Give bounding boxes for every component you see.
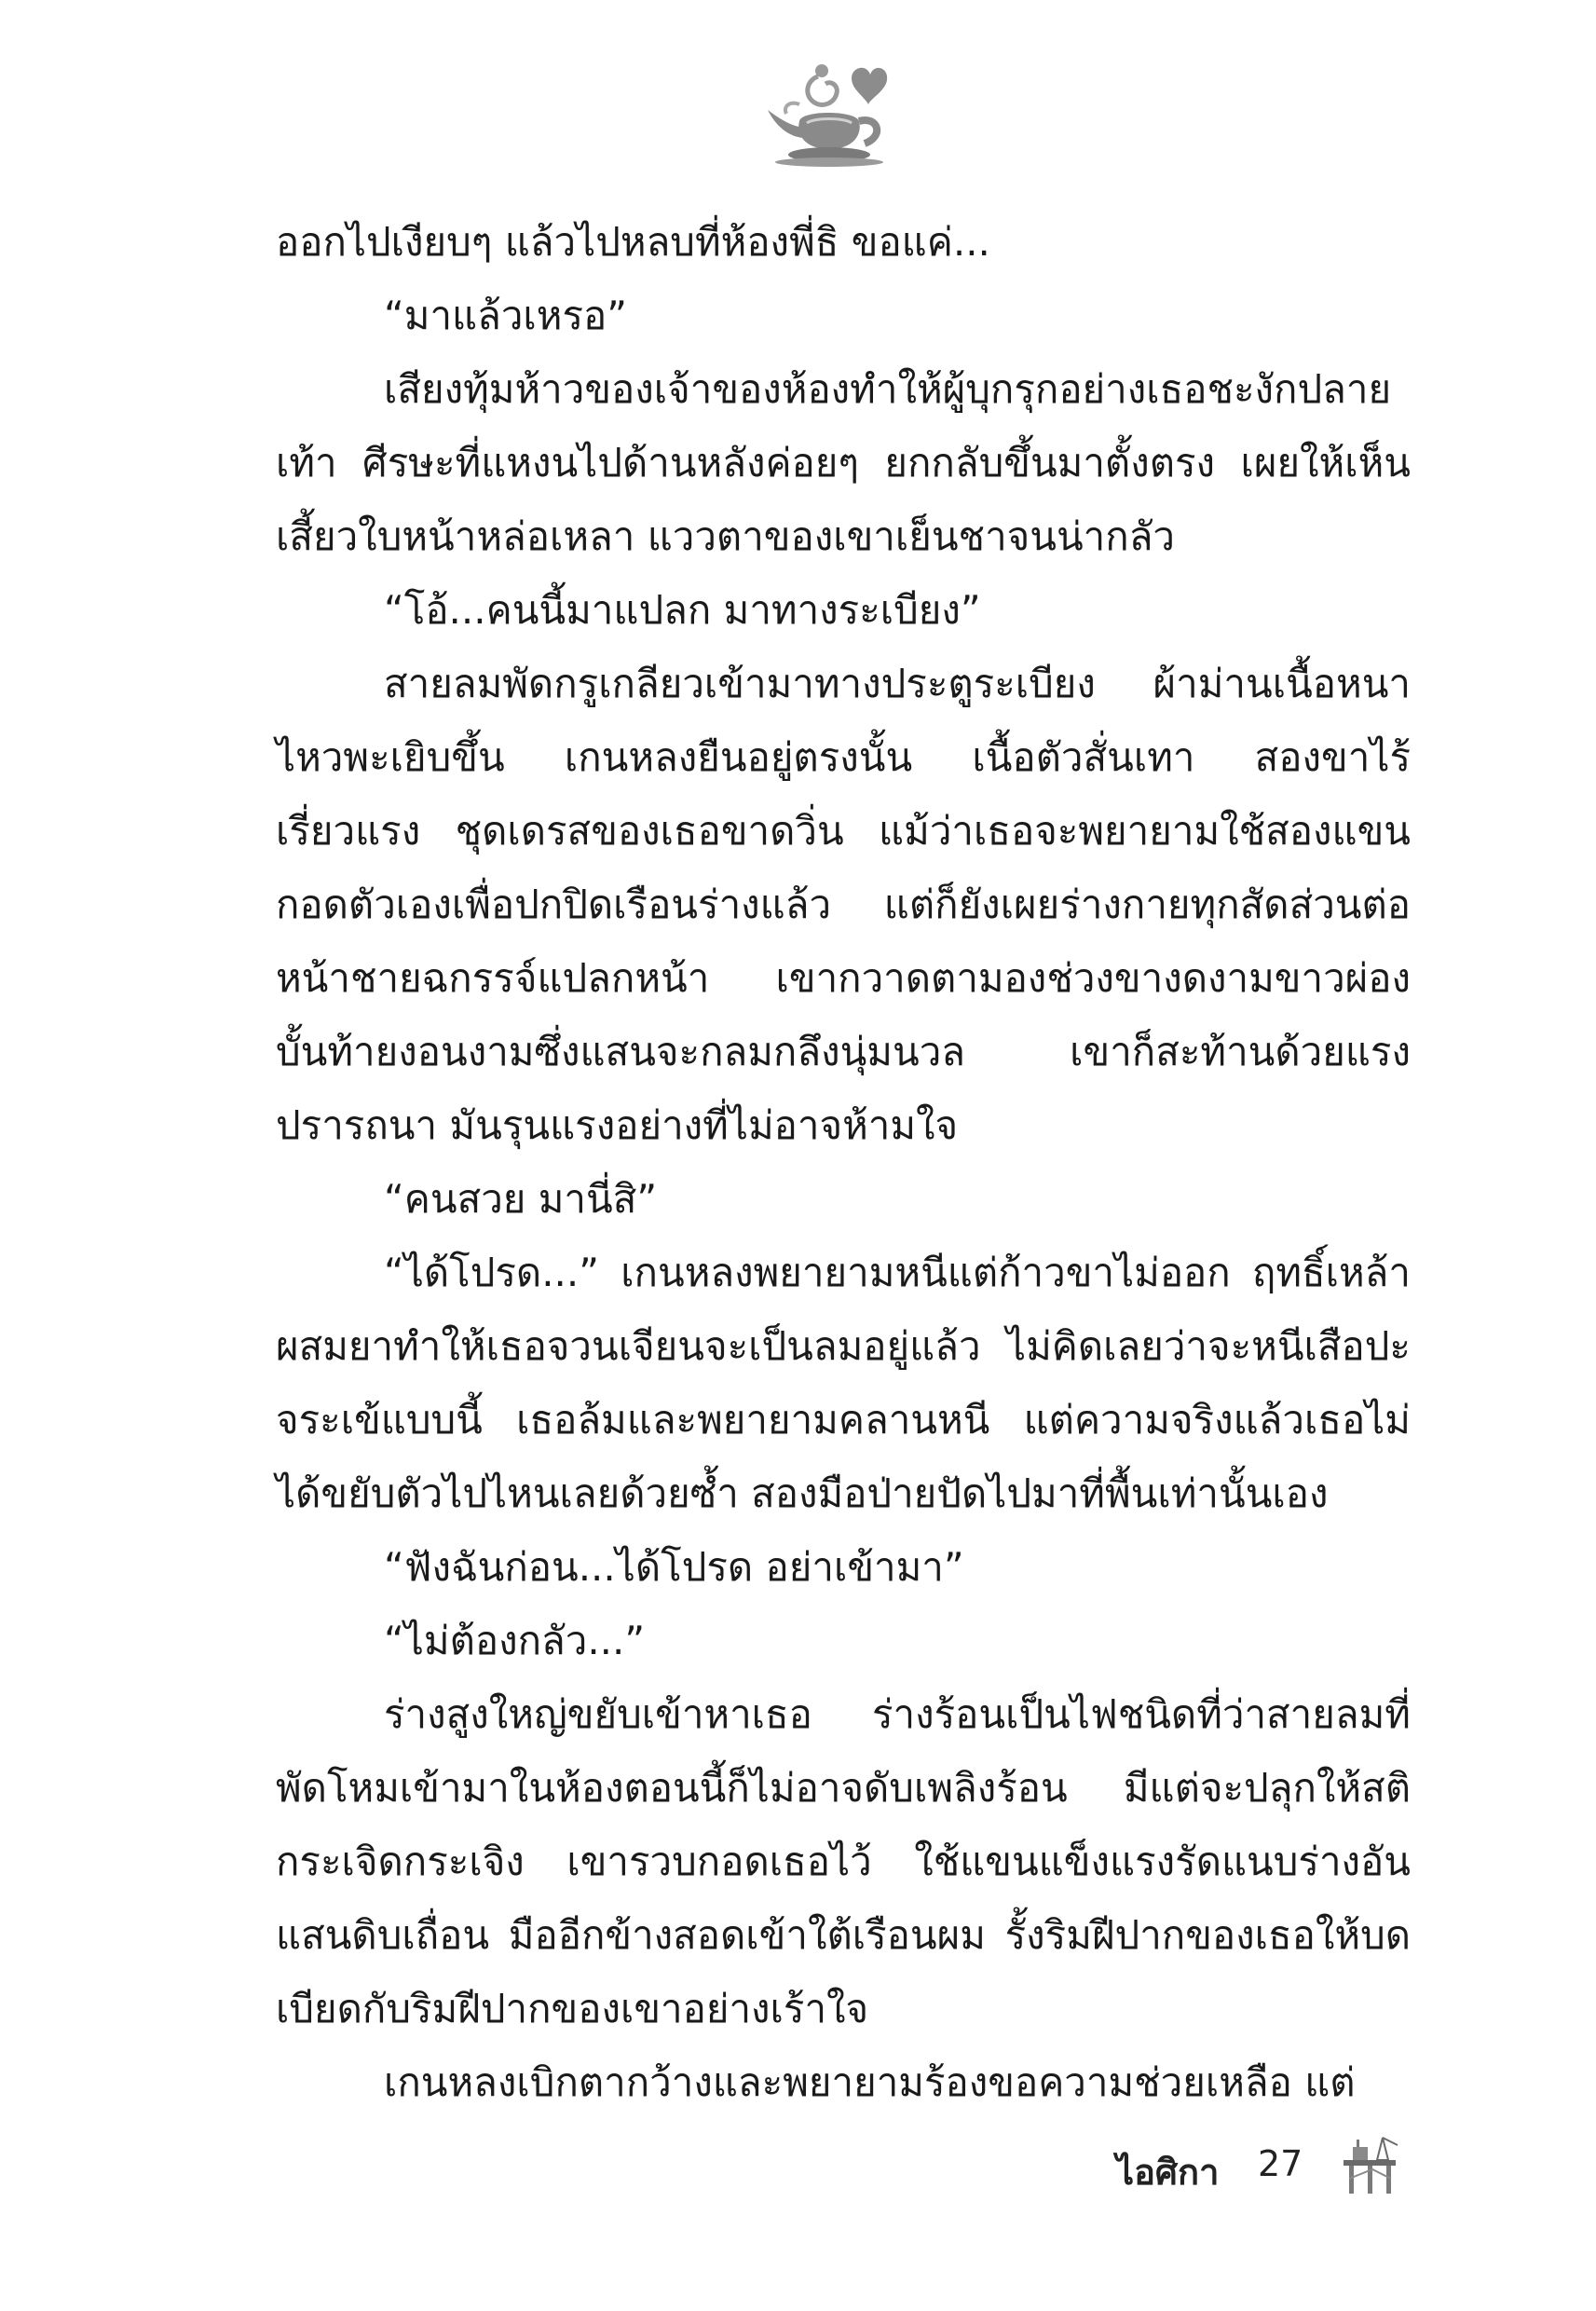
- oil-rig-icon: [1340, 2132, 1405, 2197]
- paragraph: “โอ้...คนนี้มาแปลก มาทางระเบียง”: [384, 587, 981, 633]
- body-text: [276, 205, 1411, 2119]
- paragraph: เกนหลงเบิกตากว้างและพยายามร้องขอความช่วยเหลือ แต่: [384, 2059, 1356, 2105]
- page-footer: [1099, 2132, 1435, 2207]
- page-number: 27: [1258, 2143, 1303, 2184]
- paragraph: ร่างสูงใหญ่ขยับเข้าหาเธอ ร่างร้อนเป็นไฟชนิดที่ว่าสายลมที่พัดโหมเข้ามาในห้องตอนนี้ก็ไม่อาจดับเพลิงร้อน มีแต่จะปลุกให้สติกระเจิดกระเจิง เขารวบกอดเธอไว้ ใช้แขนแข็งแรงรัดแนบร่างอันแสนดิบเถื่อน มืออีกข้างสอดเข้าใต้เรือนผม รั้งริมฝีปากของเธอให้บดเบียดกับริมฝีปากของเขาอย่างเร้าใจ: [276, 1691, 1411, 2031]
- teapot-heart-emblem-icon: [762, 58, 902, 168]
- paragraph: เสียงทุ้มห้าวของเจ้าของห้องทำให้ผู้บุกรุกอย่างเธอชะงักปลายเท้า ศีรษะที่แหงนไปด้านหลังค่อยๆ ยกกลับขึ้นมาตั้งตรง เผยให้เห็นเสี้ยวใบหน้าหล่อเหลา แววตาของเขาเย็นชาจนน่ากลัว: [276, 366, 1411, 559]
- paragraph: “ฟังฉันก่อน...ได้โปรด อย่าเข้ามา”: [384, 1544, 964, 1590]
- paragraph: “ได้โปรด...” เกนหลงพยายามหนีแต่ก้าวขาไม่ออก ฤทธิ์เหล้าผสมยาทำให้เธอจวนเจียนจะเป็นลมอยู่แล้ว ไม่คิดเลยว่าจะหนีเสือปะจระเข้แบบนี้ เธอล้มและพยายามคลานหนี แต่ความจริงแล้วเธอไม่ได้ขยับตัวไปไหนเลยด้วยซ้ำ สองมือป่ายปัดไปมาที่พื้นเท่านั้นเอง: [276, 1250, 1411, 1516]
- paragraph: “คนสวย มานี่สิ”: [384, 1176, 658, 1222]
- paragraph: สายลมพัดกรูเกลียวเข้ามาทางประตูระเบียง ผ้าม่านเนื้อหนาไหวพะเยิบขึ้น เกนหลงยืนอยู่ตรงนั้น เนื้อตัวสั่นเทา สองขาไร้เรี่ยวแรง ชุดเดรสของเธอขาดวิ่น แม้ว่าเธอจะพยายามใช้สองแขนกอดตัวเองเพื่อปกปิดเรือนร่างแล้ว แต่ก็ยังเผยร่างกายทุกสัดส่วนต่อหน้าชายฉกรรจ์แปลกหน้า เขากวาดตามองช่วงขางดงามขาวผ่อง บั้นท้ายงอนงามซึ่งแสนจะกลมกลึงนุ่มนวล เขาก็สะท้านด้วยแรงปรารถนา มันรุนแรงอย่างที่ไม่อาจห้ามใจ: [276, 661, 1411, 1148]
- paragraph: ออกไปเงียบๆ แล้วไปหลบที่ห้องพี่ธิ ขอแค่...: [276, 219, 990, 265]
- book-title: ไอศิกา: [1116, 2152, 1220, 2193]
- paragraph: “ไม่ต้องกลัว...”: [384, 1618, 646, 1663]
- paragraph: “มาแล้วเหรอ”: [384, 293, 628, 338]
